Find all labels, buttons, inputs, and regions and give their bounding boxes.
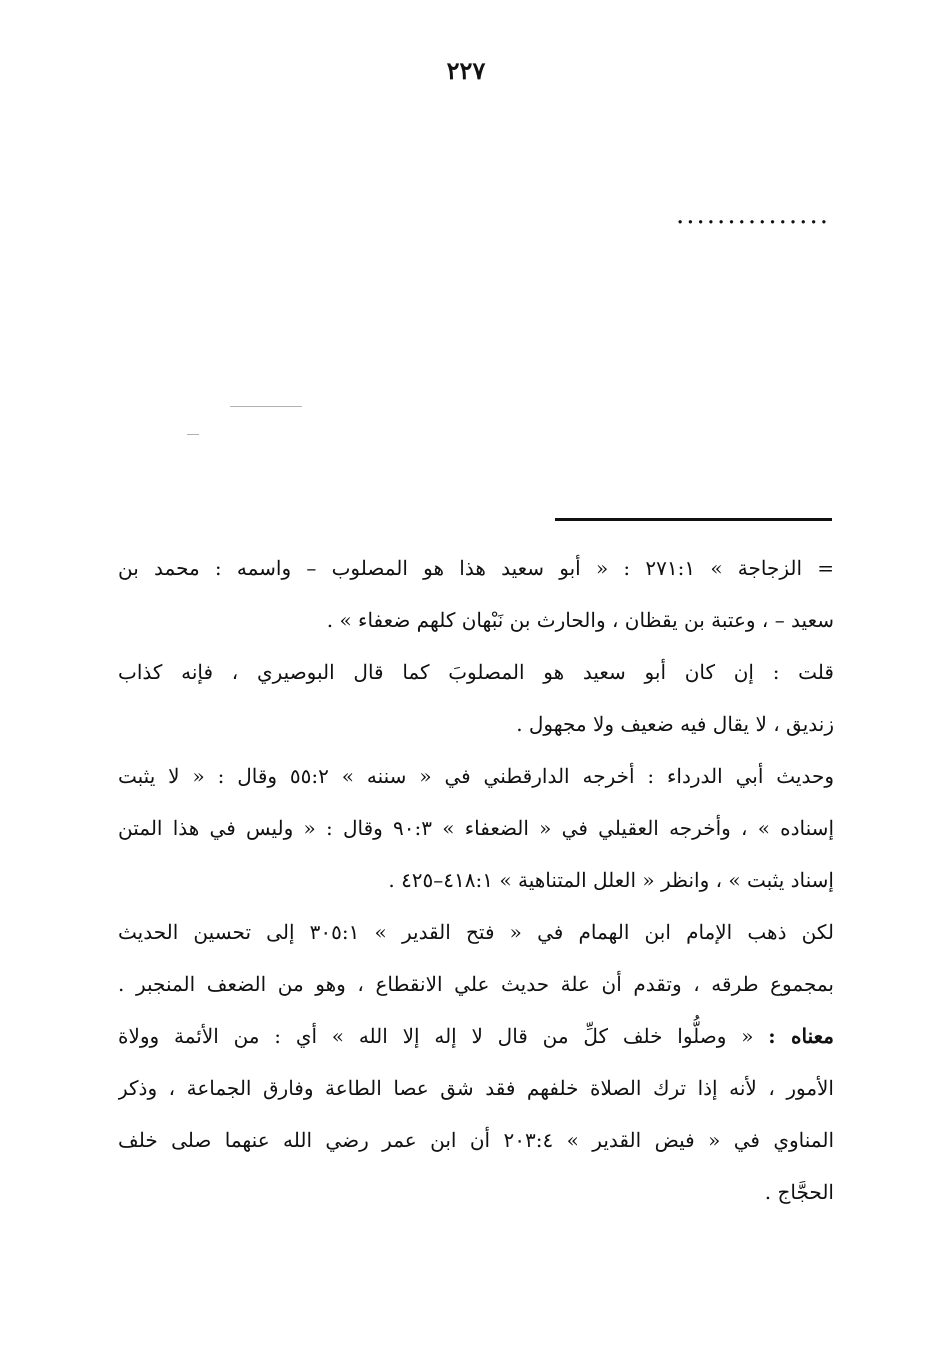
footnote-line: سعيد – ، وعتبة بن يقظان ، والحارث بن نَبْهان كلهم ضعفاء » . (326, 608, 834, 632)
page-number: ٢٢٧ (446, 56, 486, 85)
footnote-line: إسناد يثبت » ، وانظر « العلل المتناهية » ٤١٨:١–٤٢٥ . (388, 868, 834, 892)
meaning-label: معناه : (768, 1024, 834, 1048)
footnote-line: قلت : إن كان أبو سعيد هو المصلوبَ كما قال البوصيري ، فإنه كذاب (118, 660, 834, 684)
footnote-line: إسناده » ، وأخرجه العقيلي في « الضعفاء » ٩٠:٣ وقال : « وليس في هذا المتن (118, 816, 834, 840)
footnote-line: = الزجاجة » ٢٧١:١ : « أبو سعيد هذا هو المصلوب – واسمه : محمد بن (118, 556, 834, 580)
footnote-line: لكن ذهب الإمام ابن الهمام في « فتح القدير » ٣٠٥:١ إلى تحسين الحديث (118, 920, 834, 944)
footnote-line: الحجَّاج . (764, 1180, 834, 1204)
footnote-line: الأمور ، لأنه إذا ترك الصلاة خلفهم فقد شق عصا الطاعة وفارق الجماعة ، وذكر (118, 1076, 834, 1100)
meaning-text: « وصلُّوا خلف كلِّ من قال لا إله إلا الله » أي : من الأئمة وولاة (118, 1024, 754, 1048)
scan-speck (230, 406, 302, 407)
footnote-separator (555, 518, 832, 521)
ellipsis-dots: ............... (676, 200, 830, 230)
footnotes-block (118, 542, 834, 1218)
scan-speck (187, 434, 199, 435)
footnote-line: بمجموع طرقه ، وتقدم أن علة حديث علي الانقطاع ، وهو من الضعف المنجبر . (118, 972, 834, 996)
footnote-line: زنديق ، لا يقال فيه ضعيف ولا مجهول . (516, 712, 834, 736)
footnote-line (118, 1010, 834, 1062)
footnote-line: المناوي في « فيض القدير » ٢٠٣:٤ أن ابن عمر رضي الله عنهما صلى خلف (118, 1128, 834, 1152)
footnote-line: وحديث أبي الدرداء : أخرجه الدارقطني في « سننه » ٥٥:٢ وقال : « لا يثبت (118, 764, 834, 788)
